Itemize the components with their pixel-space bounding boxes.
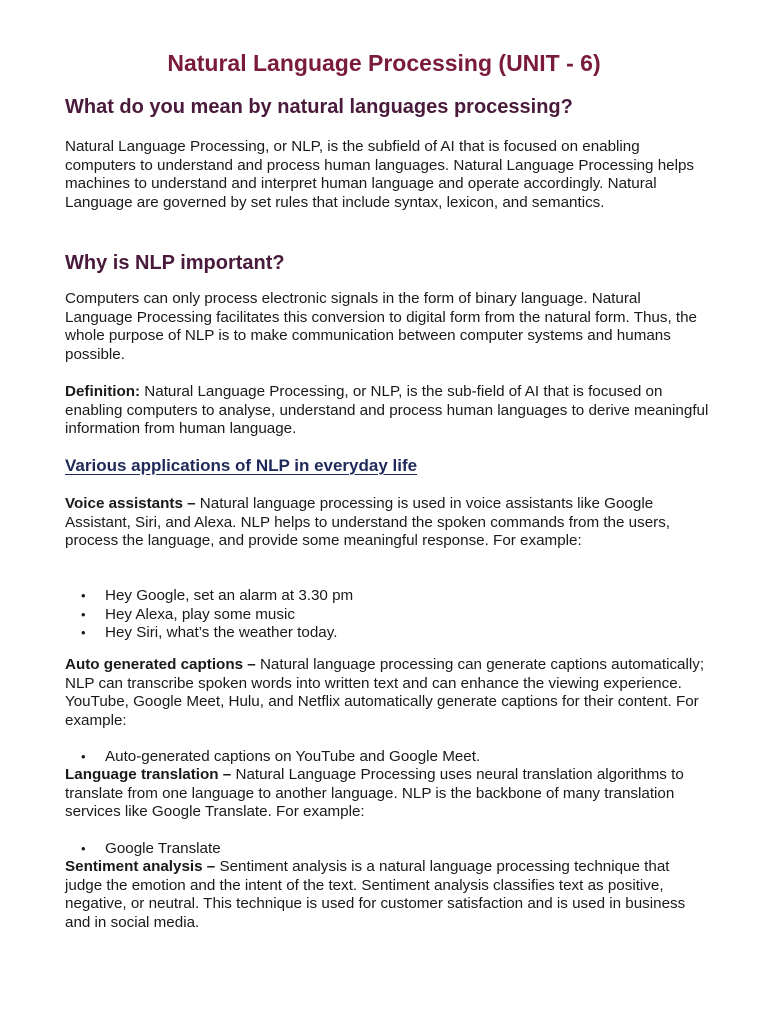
list-item: • Hey Siri, what’s the weather today. — [65, 624, 353, 643]
heading-nlp-meaning: What do you mean by natural languages processing? — [65, 96, 573, 118]
list-item: • Google Translate — [65, 840, 221, 859]
language-translation-list — [65, 840, 221, 859]
language-translation-text: Natural Language Processing uses neural translation algorithms to translate from one language to another language. NLP is the backbone of many translation services like Google Translate. For example: — [65, 766, 684, 821]
list-item: • Auto-generated captions on YouTube and Google Meet. — [65, 748, 480, 767]
voice-assistants-label: Voice assistants – — [65, 495, 196, 512]
paragraph-auto-captions — [65, 656, 710, 730]
definition-label: Definition: — [65, 383, 141, 400]
paragraph-sentiment-analysis — [65, 858, 710, 932]
heading-applications: Various applications of NLP in everyday life — [65, 456, 418, 475]
paragraph-definition — [65, 383, 710, 439]
auto-captions-text: Natural language processing can generate captions automatically; NLP can transcribe spoken words into written text and can enhance the viewing experience. YouTube, Google Meet, Hulu, and Netflix automatically generate captions for their content. For example: — [65, 656, 705, 729]
paragraph-nlp-importance: Computers can only process electronic signals in the form of binary language. Natural Language Processing facilitates this conversion to digital form from the natural form. Thus, the whole purpose of NLP is to make communication between computer systems and humans possible. — [65, 290, 698, 363]
language-translation-label: Language translation – — [65, 766, 232, 783]
auto-captions-list — [65, 748, 480, 767]
voice-assistants-list — [65, 587, 353, 643]
paragraph-nlp-meaning: Natural Language Processing, or NLP, is the subfield of AI that is focused on enabling computers to understand and process human languages. Natural Language Processing helps machines to understand and interpret human language and operate accordingly. Natural Language are governed by set rules that include syntax, lexicon, and semantics. — [65, 138, 694, 211]
sentiment-analysis-text: Sentiment analysis is a natural language processing technique that judge the emotion and the intent of the text. Sentiment analysis classifies text as positive, negative, or neutral. This technique is used for customer satisfaction and is used in business and in social media. — [65, 858, 686, 931]
auto-captions-label: Auto generated captions – — [65, 656, 256, 673]
list-item: • Hey Google, set an alarm at 3.30 pm — [65, 587, 353, 606]
definition-text: Natural Language Processing, or NLP, is the sub-field of AI that is focused on enabling computers to analyse, understand and process human languages to derive meaningful information from human language. — [65, 383, 709, 438]
page-title: Natural Language Processing (UNIT - 6) — [167, 50, 601, 76]
voice-assistants-text: Natural language processing is used in voice assistants like Google Assistant, Siri, and Alexa. NLP helps to understand the spoken commands from the users, process the language, and provide some meaningful response. For example: — [65, 495, 671, 550]
sentiment-analysis-label: Sentiment analysis – — [65, 858, 216, 875]
paragraph-voice-assistants — [65, 495, 710, 551]
paragraph-language-translation — [65, 766, 710, 822]
list-item: • Hey Alexa, play some music — [65, 606, 353, 625]
heading-nlp-importance: Why is NLP important? — [65, 252, 285, 274]
